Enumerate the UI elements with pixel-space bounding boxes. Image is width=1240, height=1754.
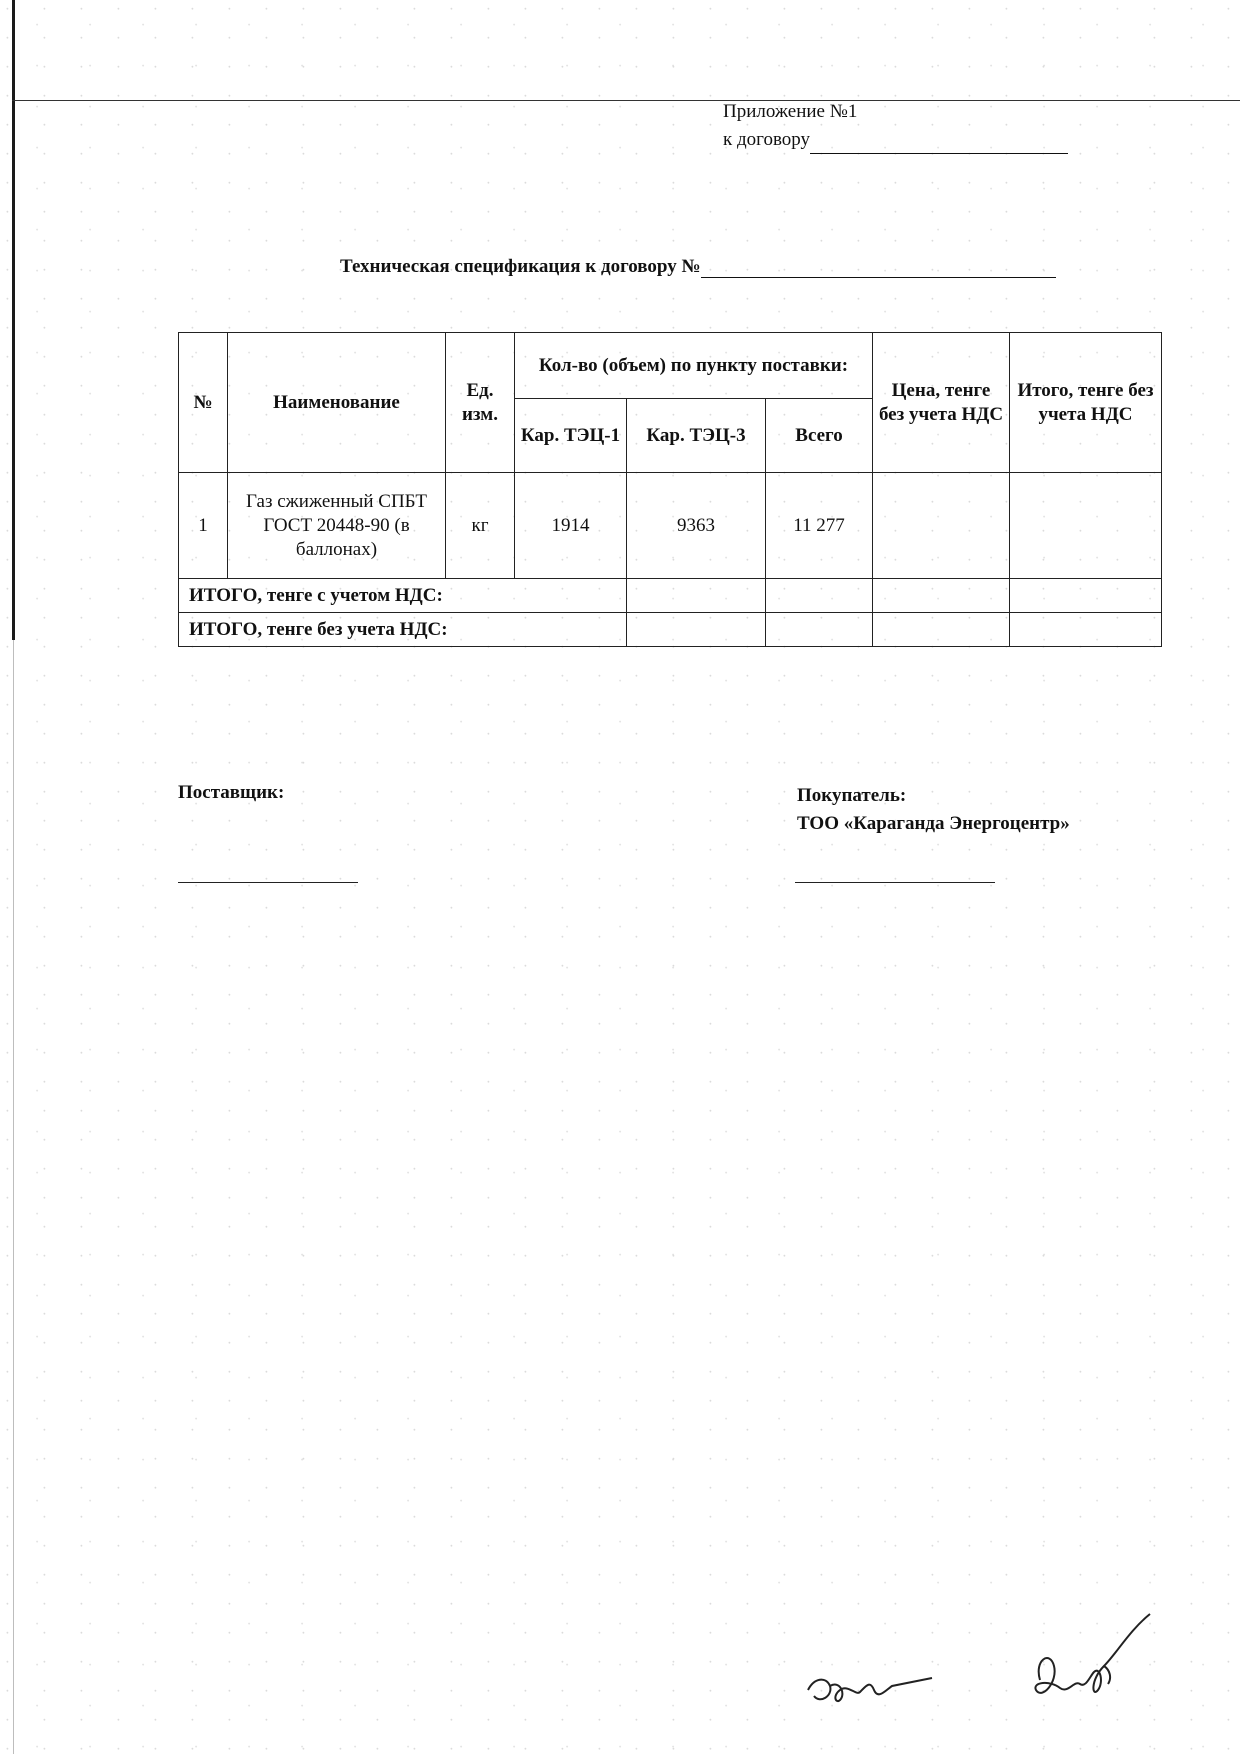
header-price: Цена, тенге без учета НДС xyxy=(873,333,1010,473)
scan-edge-left xyxy=(12,0,15,640)
header-quantity-tec1: Кар. ТЭЦ-1 xyxy=(515,399,627,473)
header-number: № xyxy=(179,333,228,473)
total-without-vat-tec3 xyxy=(627,613,766,647)
total-with-vat-tec3 xyxy=(627,579,766,613)
total-without-vat-sum xyxy=(1010,613,1162,647)
supplier-signature-line xyxy=(178,882,358,883)
table-row xyxy=(179,473,1162,579)
handwritten-initials-left xyxy=(800,1650,940,1720)
total-with-vat-sum xyxy=(1010,579,1162,613)
appendix-contract-line xyxy=(723,126,1068,154)
scan-edge-left-faint xyxy=(13,640,14,1754)
cell-number: 1 xyxy=(179,473,228,579)
document-title-text: Техническая спецификация к договору № xyxy=(340,256,701,277)
appendix-header xyxy=(723,98,1068,154)
buyer-signature-line xyxy=(795,882,995,883)
total-with-vat-price xyxy=(873,579,1010,613)
cell-name: Газ сжиженный СПБТ ГОСТ 20448-90 (в баллонах) xyxy=(228,473,446,579)
document-title xyxy=(340,256,1056,278)
total-with-vat-row xyxy=(179,579,1162,613)
cell-unit: кг xyxy=(446,473,515,579)
supplier-label: Поставщик: xyxy=(178,782,285,803)
header-quantity-group: Кол-во (объем) по пункту поставки: xyxy=(515,333,873,399)
header-unit: Ед. изм. xyxy=(446,333,515,473)
title-contract-number-blank xyxy=(701,257,1056,278)
buyer-name: ТОО «Караганда Энергоцентр» xyxy=(797,813,1070,834)
buyer-block xyxy=(797,782,1070,838)
header-sum: Итого, тенге без учета НДС xyxy=(1010,333,1162,473)
header-name: Наименование xyxy=(228,333,446,473)
cell-quantity-tec3: 9363 xyxy=(627,473,766,579)
handwritten-initials-right xyxy=(1020,1610,1180,1720)
specification-table xyxy=(178,332,1162,647)
contract-number-blank xyxy=(810,133,1068,154)
total-without-vat-total xyxy=(766,613,873,647)
total-with-vat-total xyxy=(766,579,873,613)
total-with-vat-label: ИТОГО, тенге с учетом НДС: xyxy=(179,579,627,613)
cell-quantity-tec1: 1914 xyxy=(515,473,627,579)
total-without-vat-row xyxy=(179,613,1162,647)
appendix-contract-label: к договору xyxy=(723,129,811,150)
header-quantity-tec3: Кар. ТЭЦ-3 xyxy=(627,399,766,473)
buyer-label: Покупатель: xyxy=(797,785,907,806)
cell-sum xyxy=(1010,473,1162,579)
cell-price xyxy=(873,473,1010,579)
total-without-vat-label: ИТОГО, тенге без учета НДС: xyxy=(179,613,627,647)
cell-quantity-total: 11 277 xyxy=(766,473,873,579)
header-quantity-total: Всего xyxy=(766,399,873,473)
appendix-number: Приложение №1 xyxy=(723,101,858,122)
total-without-vat-price xyxy=(873,613,1010,647)
